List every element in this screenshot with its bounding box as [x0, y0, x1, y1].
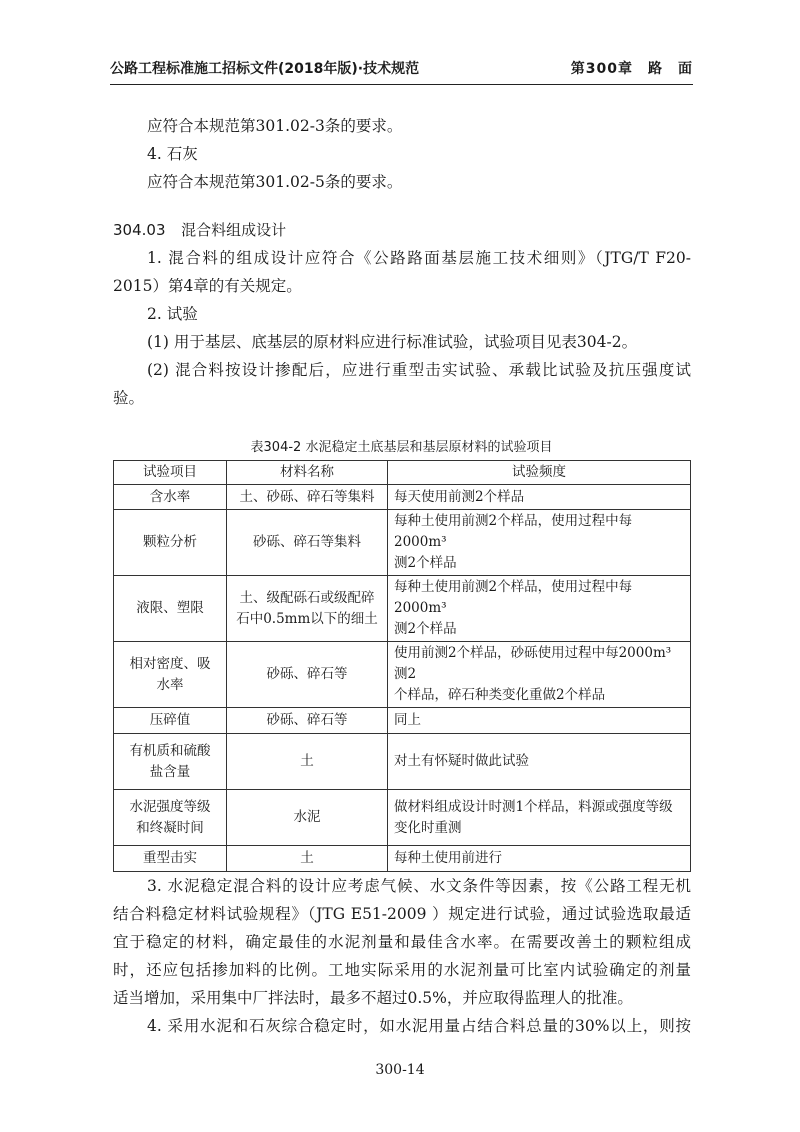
material-cell: 砂砾、碎石等 — [227, 708, 388, 734]
table-row — [114, 846, 691, 872]
material-cell: 土 — [227, 734, 388, 790]
table-row — [114, 642, 691, 708]
frequency-cell: 同上 — [388, 708, 691, 734]
test-item-cell: 重型击实 — [114, 846, 227, 872]
table-row — [114, 708, 691, 734]
frequency-line: 每种土使用前测2个样品，使用过程中每2000m³ — [394, 579, 633, 616]
test-item-cell: 颗粒分析 — [114, 510, 227, 576]
material-cell — [227, 576, 388, 642]
material-line: 石中0.5mm以下的细土 — [236, 610, 378, 627]
body-line: 应符合本规范第301.02-5条的要求。 — [147, 173, 403, 191]
frequency-line: 个样品，碎石种类变化重做2个样品 — [394, 687, 606, 703]
body-line: 应符合本规范第301.02-3条的要求。 — [147, 117, 403, 135]
paragraph-line: 宜于稳定的材料，确定最佳的水泥剂量和最佳含水率。在需要改善土的颗粒组成 — [113, 933, 691, 951]
material-cell: 土 — [227, 846, 388, 872]
test-item-line: 有机质和硫酸 — [129, 742, 211, 759]
frequency-line: 使用前测2个样品，砂砾使用过程中每2000m³测2 — [394, 645, 672, 682]
test-item-line: 水率 — [156, 676, 184, 693]
material-cell: 砂砾、碎石等 — [227, 642, 388, 708]
frequency-cell: 对土有怀疑时做此试验 — [388, 734, 691, 790]
table-row — [114, 510, 691, 576]
table-caption: 表304-2 水泥稳定土底基层和基层原材料的试验项目 — [250, 440, 553, 455]
header-chapter-title: 第300章 路 面 — [570, 61, 693, 77]
test-item-line: 和终凝时间 — [136, 819, 204, 836]
body-line: 4. 石灰 — [147, 145, 198, 163]
running-header — [110, 58, 693, 80]
test-item-cell — [114, 790, 227, 846]
paragraph-line: 4. 采用水泥和石灰综合稳定时，如水泥用量占结合料总量的30%以上，则按 — [147, 1017, 691, 1035]
paragraph-line: 时，还应包括掺加料的比例。工地实际采用的水泥剂量可比室内试验确定的剂量 — [113, 961, 691, 979]
frequency-cell — [388, 642, 691, 708]
material-cell: 水泥 — [227, 790, 388, 846]
paragraph-line: 结合料稳定材料试验规程》（JTG E51-2009 ）规定进行试验，通过试验选取最适 — [113, 905, 691, 923]
material-cell: 土、砂砾、碎石等集料 — [227, 485, 388, 510]
frequency-cell — [388, 510, 691, 576]
section-number: 304.03 — [113, 221, 166, 239]
frequency-cell — [388, 790, 691, 846]
paragraph-line: 1. 混合料的组成设计应符合《公路路面基层施工技术细则》（JTG/T F20- — [147, 249, 691, 267]
section-title: 混合料组成设计 — [181, 221, 287, 239]
test-item-line: 盐含量 — [149, 763, 191, 780]
page-number: 300-14 — [375, 1062, 425, 1078]
material-cell: 砂砾、碎石等集料 — [227, 510, 388, 576]
paragraph-line: 3. 水泥稳定混合料的设计应考虑气候、水文条件等因素，按《公路工程无机 — [147, 877, 691, 895]
header-document-title: 公路工程标准施工招标文件(2018年版)·技术规范 — [110, 61, 420, 77]
column-header: 材料名称 — [227, 461, 388, 485]
frequency-line: 测2个样品 — [394, 621, 457, 637]
test-item-cell: 含水率 — [114, 485, 227, 510]
frequency-line: 变化时重测 — [394, 819, 462, 836]
material-line: 土、级配砾石或级配碎 — [239, 589, 375, 606]
section-heading — [113, 216, 286, 244]
frequency-cell: 每天使用前测2个样品 — [388, 485, 691, 510]
test-item-cell: 液限、塑限 — [114, 576, 227, 642]
test-item-cell: 压碎值 — [114, 708, 227, 734]
column-header: 试验频度 — [388, 461, 691, 485]
test-item-line: 相对密度、吸 — [129, 655, 211, 672]
paragraph-line: (2) 混合料按设计掺配后，应进行重型击实试验、承载比试验及抗压强度试 — [147, 361, 691, 379]
table-row — [114, 790, 691, 846]
frequency-line: 做材料组成设计时测1个样品，料源或强度等级 — [394, 798, 673, 815]
frequency-cell — [388, 576, 691, 642]
test-item-cell — [114, 734, 227, 790]
table-row — [114, 485, 691, 510]
table-row — [114, 576, 691, 642]
body-line: 2. 试验 — [147, 305, 198, 323]
frequency-line: 测2个样品 — [394, 555, 457, 571]
paragraph-line: 适当增加，采用集中厂拌法时，最多不超过0.5%，并应取得监理人的批准。 — [113, 989, 633, 1007]
paragraph-line: 验。 — [113, 389, 145, 407]
frequency-line: 每种土使用前测2个样品，使用过程中每2000m³ — [394, 513, 633, 550]
table-row — [114, 734, 691, 790]
test-item-line: 水泥强度等级 — [129, 798, 211, 815]
header-rule — [110, 84, 693, 85]
table-header-row — [114, 461, 691, 485]
frequency-cell: 每种土使用前进行 — [388, 846, 691, 872]
test-item-cell — [114, 642, 227, 708]
paragraph-line: 2015）第4章的有关规定。 — [113, 277, 302, 295]
body-line: (1) 用于基层、底基层的原材料应进行标准试验，试验项目见表304-2。 — [147, 333, 638, 351]
test-items-table — [113, 460, 691, 872]
column-header: 试验项目 — [114, 461, 227, 485]
